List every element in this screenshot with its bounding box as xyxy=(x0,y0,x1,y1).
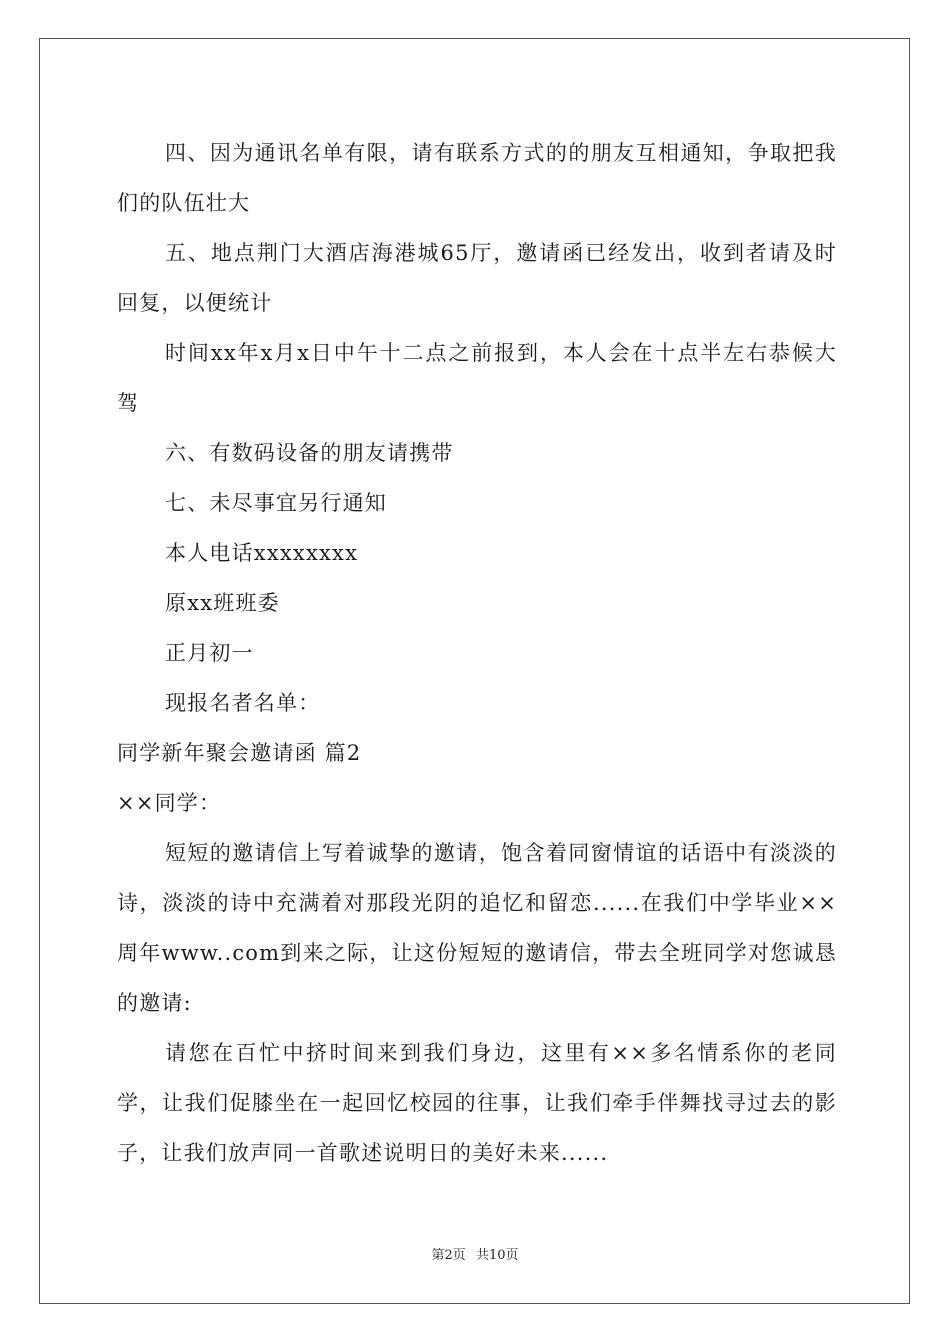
paragraph-invitation-intro: 短短的邀请信上写着诚挚的邀请，饱含着同窗情谊的话语中有淡淡的诗，淡淡的诗中充满着对那段光阴的追忆和留恋......在我们中学毕业××周年www..com到来之际，让这份短短的邀请信，带去全班同学对您诚恳的邀请: xyxy=(117,841,837,1015)
paragraph-phone: 本人电话xxxxxxxx xyxy=(165,541,359,565)
section-heading: 同学新年聚会邀请函 篇2 xyxy=(117,741,362,765)
paragraph-signature: 原xx班班委 xyxy=(165,591,280,615)
paragraph-devices: 六、有数码设备的朋友请携带 xyxy=(165,441,454,465)
page-total: 共10页 xyxy=(475,1248,519,1263)
paragraph-registrants: 现报名者名单： xyxy=(165,691,321,715)
paragraph-time: 时间xx年x月x日中午十二点之前报到，本人会在十点半左右恭候大驾 xyxy=(117,341,837,415)
page-footer xyxy=(0,1246,950,1266)
paragraph-notice-contacts: 四、因为通讯名单有限，请有联系方式的的朋友互相通知，争取把我们的队伍壮大 xyxy=(117,141,837,215)
page-number: 第2页 xyxy=(431,1248,466,1263)
paragraph-other-matters: 七、未尽事宜另行通知 xyxy=(165,491,387,515)
paragraph-invitation-body: 请您在百忙中挤时间来到我们身边，这里有××多名情系你的老同学，让我们促膝坐在一起回忆校园的往事，让我们牵手伴舞找寻过去的影子，让我们放声同一首歌述说明日的美好未来...... xyxy=(117,1041,837,1165)
salutation: ××同学： xyxy=(117,791,222,815)
document-body xyxy=(117,128,837,1178)
paragraph-location: 五、地点荆门大酒店海港城65厅，邀请函已经发出，收到者请及时回复，以便统计 xyxy=(117,241,837,315)
paragraph-date: 正月初一 xyxy=(165,641,254,665)
